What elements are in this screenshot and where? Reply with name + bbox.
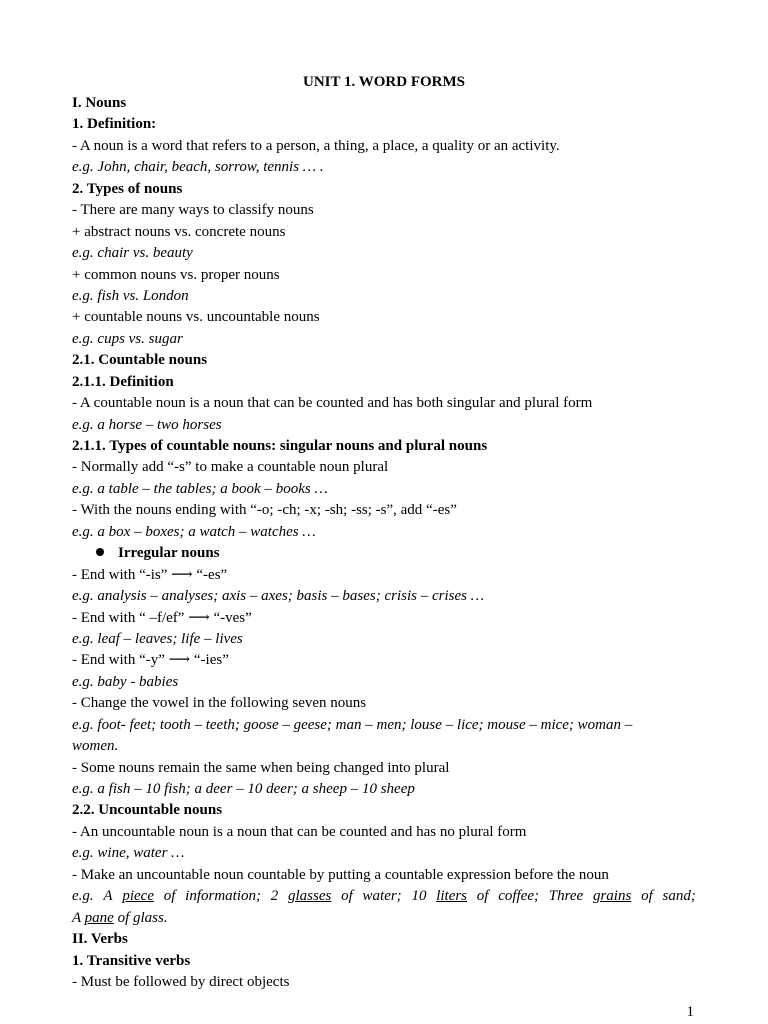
text-line: - A noun is a word that refers to a person, a thing, a place, a quality or an activity.	[72, 137, 560, 154]
text-line: + abstract nouns vs. concrete nouns	[72, 223, 286, 240]
text-line: - Change the vowel in the following seven nouns	[72, 695, 367, 712]
text-segment: information;	[185, 888, 261, 905]
heading-line: 2. Types of nouns	[72, 180, 183, 197]
text-line: - There are many ways to classify nouns	[72, 202, 314, 219]
example-line: e.g. chair vs. beauty	[72, 245, 193, 262]
example-line: e.g. a fish – 10 fish; a deer – 10 deer; a sheep – 10 sheep	[72, 781, 415, 797]
page-number: 1	[686, 1004, 694, 1020]
document-body	[72, 93, 696, 993]
example-line: e.g. John, chair, beach, sorrow, tennis … .	[72, 159, 324, 176]
heading-line: II. Verbs	[72, 931, 128, 948]
text-line: - End with “-is” ⟶ “-es”	[72, 566, 228, 583]
example-line: e.g. baby - babies	[72, 673, 179, 690]
text-segment: A	[72, 909, 85, 926]
example-line: e.g. a box – boxes; a watch – watches …	[72, 523, 316, 540]
heading-line: 2.1.1. Types of countable nouns: singular nouns and plural nouns	[72, 438, 488, 454]
text-line: - End with “-y” ⟶ “-ies”	[72, 652, 229, 669]
example-line: women.	[72, 738, 119, 755]
text-line: - An uncountable noun is a noun that can be counted and has no plural form	[72, 823, 527, 840]
example-line: e.g. cups vs. sugar	[72, 330, 183, 347]
underlined-word: grains	[592, 888, 632, 905]
text-segment: e.g.	[72, 888, 94, 905]
example-line: e.g. analysis – analyses; axis – axes; basis – bases; crisis – crises …	[72, 588, 485, 605]
example-line: e.g. wine, water …	[72, 845, 185, 862]
underlined-word: glasses	[288, 888, 332, 905]
example-line: e.g. a horse – two horses	[72, 416, 222, 433]
heading-line: 1. Transitive verbs	[72, 952, 191, 969]
example-line	[72, 908, 696, 929]
example-line: e.g. foot- feet; tooth – teeth; goose – geese; man – men; louse – lice; mouse – mice; woman –	[72, 716, 633, 733]
example-line	[72, 886, 696, 907]
text-segment: of	[163, 888, 176, 905]
heading-line: 2.1.1. Definition	[72, 373, 174, 390]
underlined-word: piece	[122, 888, 154, 905]
text-segment: of	[476, 888, 489, 905]
text-segment: Three	[548, 888, 584, 905]
text-line: - End with “ –f/ef” ⟶ “-ves”	[72, 609, 252, 626]
bullet-icon	[96, 548, 104, 556]
example-line: e.g. fish vs. London	[72, 287, 189, 304]
underlined-word: liters	[436, 888, 468, 905]
document-title: UNIT 1. WORD FORMS	[303, 74, 465, 90]
heading-line: I. Nouns	[72, 95, 127, 111]
text-segment: coffee;	[498, 888, 540, 905]
heading-line: 2.2. Uncountable nouns	[72, 802, 223, 819]
underlined-word: pane	[84, 909, 114, 926]
text-line: - Some nouns remain the same when being changed into plural	[72, 759, 450, 776]
text-segment: of	[641, 888, 653, 905]
bullet-label: Irregular nouns	[118, 545, 220, 562]
text-line: - Normally add “-s” to make a countable noun plural	[72, 459, 389, 476]
heading-line	[72, 543, 696, 564]
text-segment: of	[341, 888, 353, 905]
text-segment: 2	[270, 888, 279, 905]
text-line: - Must be followed by direct objects	[72, 973, 290, 990]
example-line: e.g. a table – the tables; a book – books …	[72, 480, 328, 497]
example-line: e.g. leaf – leaves; life – lives	[72, 630, 243, 647]
text-segment: sand;	[662, 888, 696, 905]
text-line: - Make an uncountable noun countable by putting a countable expression before the noun	[72, 866, 609, 883]
text-segment: of glass.	[113, 909, 168, 926]
text-line: - A countable noun is a noun that can be counted and has both singular and plural form	[72, 395, 593, 412]
text-line: + countable nouns vs. uncountable nouns	[72, 309, 320, 326]
heading-line: 2.1. Countable nouns	[72, 352, 208, 369]
text-segment: water;	[362, 888, 402, 905]
text-segment: A	[103, 888, 113, 905]
heading-line: 1. Definition:	[72, 116, 157, 133]
text-line: - With the nouns ending with “-o; -ch; -x; -sh; -ss; -s”, add “-es”	[72, 502, 457, 519]
text-segment: 10	[411, 888, 427, 905]
text-line: + common nouns vs. proper nouns	[72, 266, 280, 283]
